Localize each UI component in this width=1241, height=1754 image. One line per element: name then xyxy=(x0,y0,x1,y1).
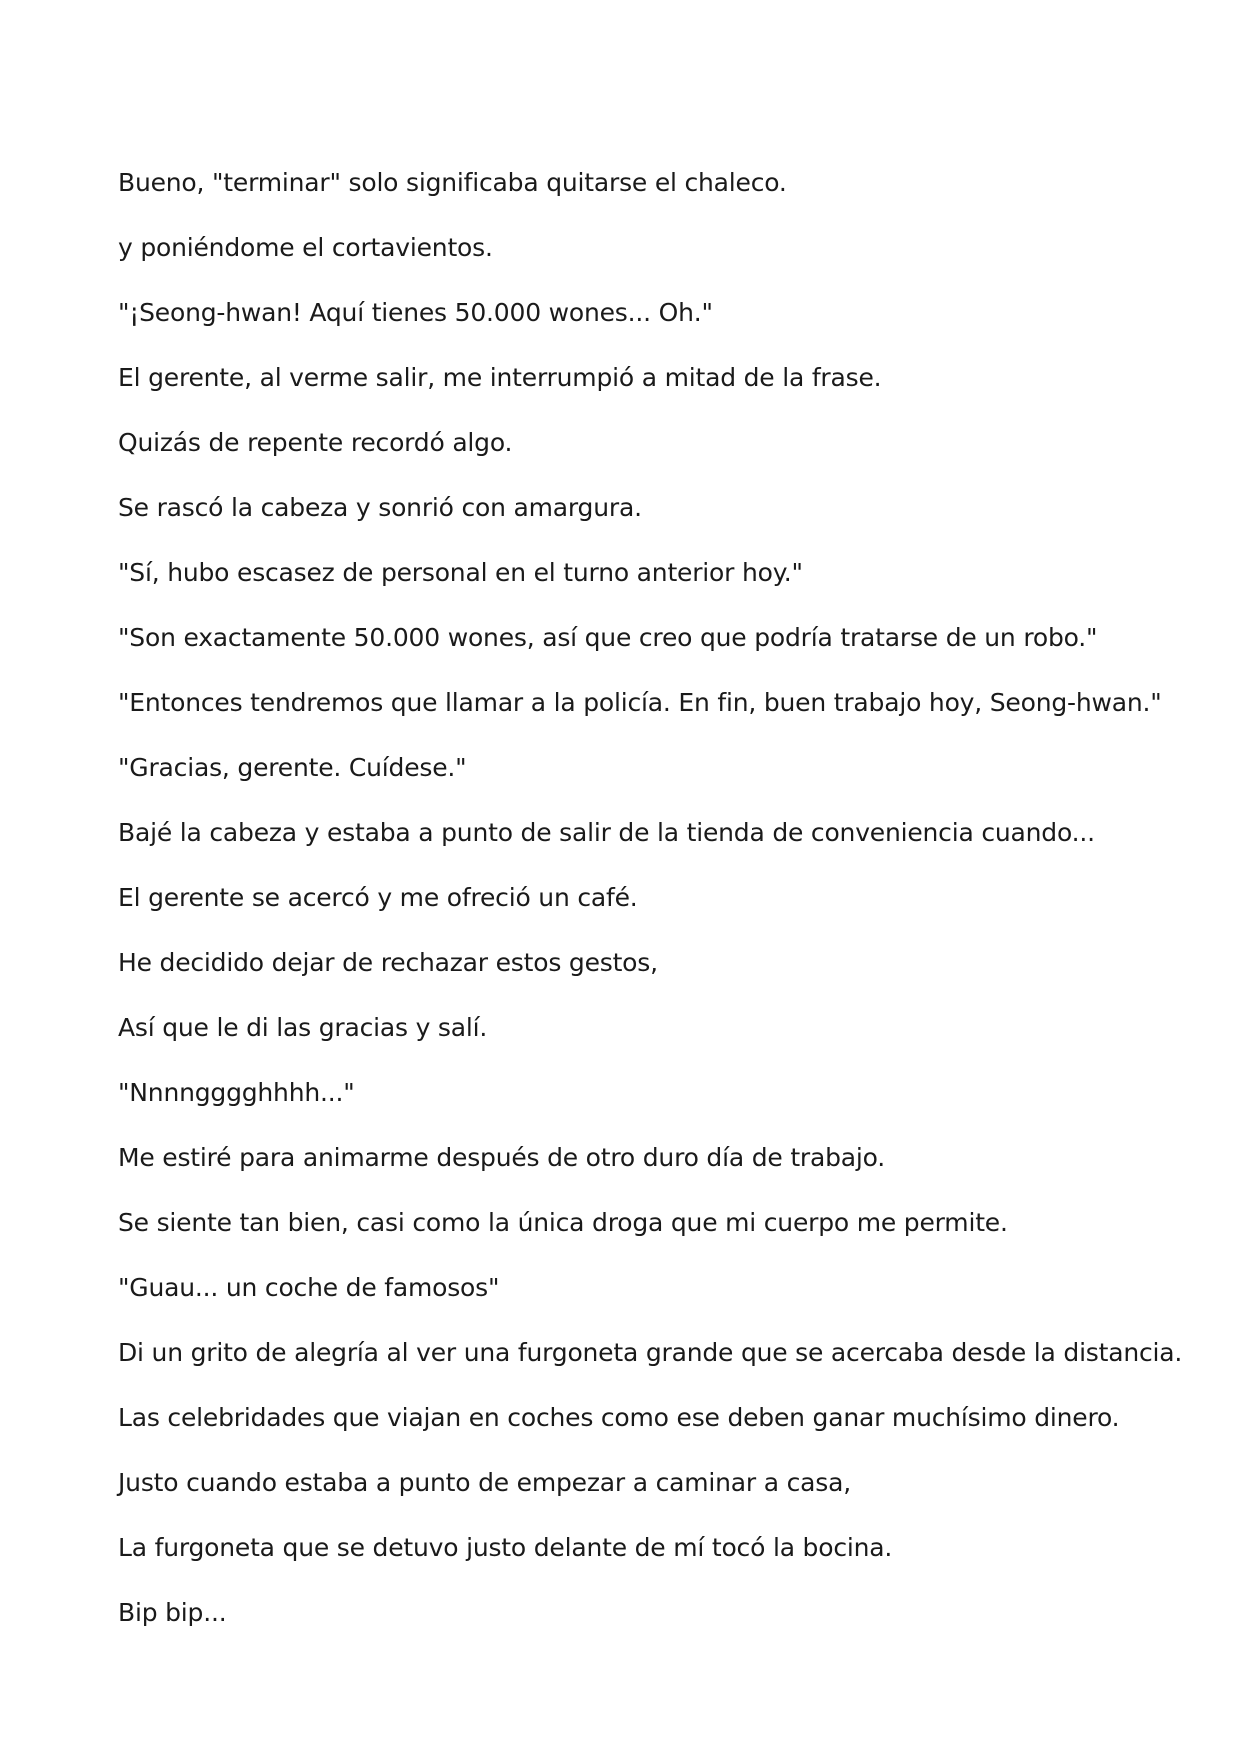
paragraph: y poniéndome el cortavientos. xyxy=(118,233,493,262)
paragraph: Me estiré para animarme después de otro duro día de trabajo. xyxy=(118,1143,886,1172)
paragraph: El gerente, al verme salir, me interrumpió a mitad de la frase. xyxy=(118,363,882,392)
paragraph: Se rascó la cabeza y sonrió con amargura. xyxy=(118,493,642,522)
paragraph: Di un grito de alegría al ver una furgoneta grande que se acercaba desde la distancia. xyxy=(118,1338,1183,1367)
paragraph: "¡Seong-hwan! Aquí tienes 50.000 wones... Oh." xyxy=(118,298,713,327)
paragraph: Bueno, "terminar" solo significaba quitarse el chaleco. xyxy=(118,168,787,197)
paragraph: "Nnnngggghhhh..." xyxy=(118,1078,355,1107)
paragraph: Justo cuando estaba a punto de empezar a caminar a casa, xyxy=(118,1468,851,1497)
paragraph: Bajé la cabeza y estaba a punto de salir de la tienda de conveniencia cuando... xyxy=(118,818,1095,847)
paragraph: "Son exactamente 50.000 wones, así que creo que podría tratarse de un robo." xyxy=(118,623,1098,652)
paragraph: Así que le di las gracias y salí. xyxy=(118,1013,488,1042)
paragraph: "Sí, hubo escasez de personal en el turno anterior hoy." xyxy=(118,558,803,587)
paragraph: "Guau... un coche de famosos" xyxy=(118,1273,500,1302)
paragraph: La furgoneta que se detuvo justo delante de mí tocó la bocina. xyxy=(118,1533,893,1562)
paragraph: El gerente se acercó y me ofreció un café. xyxy=(118,883,638,912)
paragraph: "Gracias, gerente. Cuídese." xyxy=(118,753,467,782)
paragraph: Quizás de repente recordó algo. xyxy=(118,428,513,457)
paragraph: "Entonces tendremos que llamar a la policía. En fin, buen trabajo hoy, Seong-hwan." xyxy=(118,688,1162,717)
paragraph: He decidido dejar de rechazar estos gestos, xyxy=(118,948,658,977)
paragraph: Bip bip... xyxy=(118,1598,227,1627)
paragraph: Se siente tan bien, casi como la única droga que mi cuerpo me permite. xyxy=(118,1208,1008,1237)
paragraph: Las celebridades que viajan en coches como ese deben ganar muchísimo dinero. xyxy=(118,1403,1120,1432)
document-body xyxy=(118,150,1198,1645)
